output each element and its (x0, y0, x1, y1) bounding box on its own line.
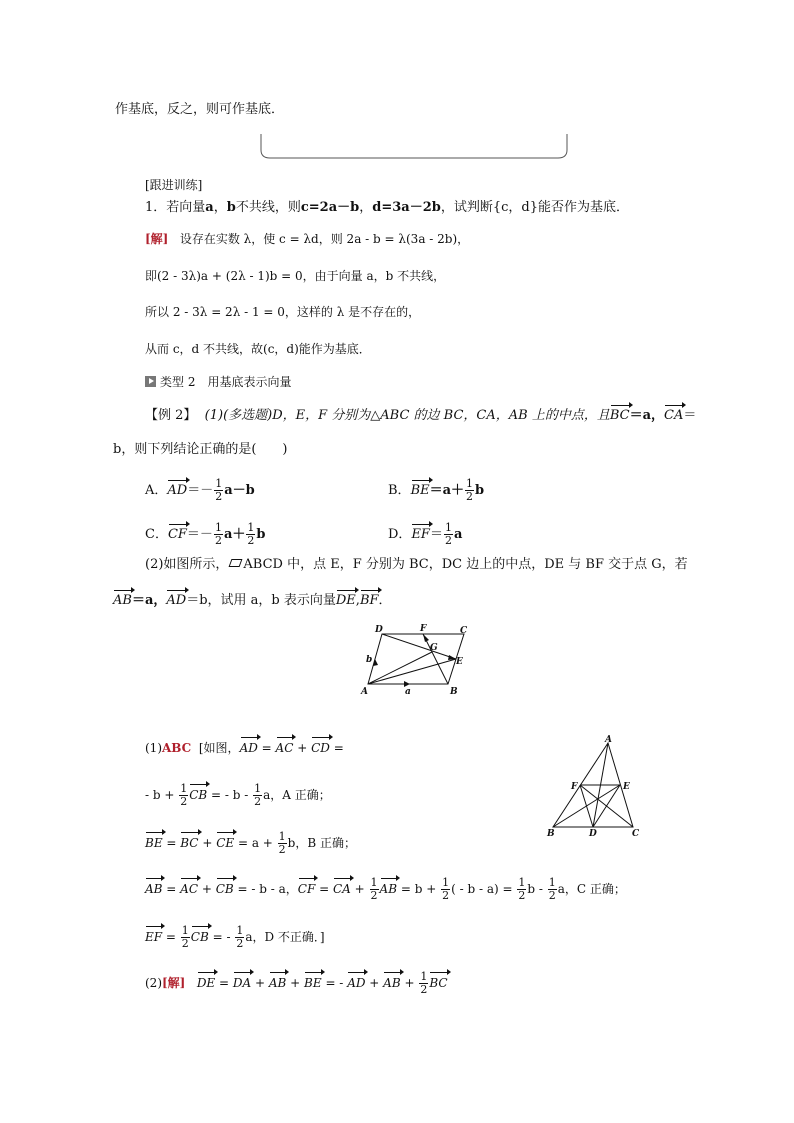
practice-question-1: 1．若向量a，b不共线，则c=2a－b，d=3a－2b，试判断{c，d}能否作为基底． (145, 200, 629, 215)
label-D: D (375, 625, 383, 635)
option-d[interactable]: D．EF＝ $\frac{1}{2}$ a (388, 521, 463, 547)
example2-part2-line-2: AB＝a，AD＝b，试用 a，b 表示向量DE,BF． (113, 593, 392, 608)
play-tag-icon (145, 376, 156, 387)
triangle-figure (543, 735, 643, 841)
answer-line-1: (1)ABC [如图，AD = AC + CD = (145, 741, 344, 755)
solution-line-3: 所以 2 - 3λ = 2λ - 1 = 0，这样的 λ 是不存在的， (145, 305, 421, 319)
option-b[interactable]: B．BE＝a＋ $\frac{1}{2}$ b (388, 477, 485, 503)
summary-box-bottom (258, 132, 570, 162)
solution-line-2: 即(2 - 3λ)a + (2λ - 1)b = 0，由于向量 a，b 不共线， (145, 269, 446, 283)
solution-line-1: [解] 设存在实数 λ，使 c = λd，则 2a - b = λ(3a - 2b)， (145, 232, 470, 246)
tri-label-B: B (547, 829, 555, 839)
option-a[interactable]: A．AD＝－ $\frac{1}{2}$ a－b (145, 477, 255, 503)
example2-line-1: 【例 2】 (1)(多选题)D，E，F 分别为△ABC 的边 BC，CA，AB 上的中点，且BC＝a，CA＝ (145, 408, 697, 423)
label-B: B (450, 687, 458, 696)
intro-tail: 作基底，反之，则可作基底． (115, 102, 285, 117)
tri-label-F: F (571, 782, 578, 792)
example2-part2-line-1: (2)如图所示， ABCD 中，点 E，F 分别为 BC，DC 边上的中点，DE 与 BF 交于点 G，若 (145, 557, 688, 572)
type2-heading: 类型 2 用基底表示向量 (145, 373, 291, 391)
tri-label-E: E (623, 782, 630, 792)
tri-label-A: A (605, 735, 612, 745)
tri-label-D: D (589, 829, 597, 839)
answer-line-3: BE = BC + CE = a + $\frac{1}{2}$ b，B 正确； (145, 830, 356, 856)
label-A: A (361, 687, 368, 696)
label-E: E (456, 657, 463, 667)
option-c[interactable]: C．CF＝－ $\frac{1}{2}$ a＋ $\frac{1}{2}$ b (145, 521, 266, 547)
label-G: G (430, 643, 438, 653)
parallelogram-figure (360, 622, 472, 696)
label-C: C (460, 626, 468, 636)
label-F: F (420, 624, 427, 634)
solution-line-4: 从而 c，d 不共线，故(c，d)能作为基底． (145, 342, 371, 356)
answer-line-2: - b + $\frac{1}{2}$ CB = - b - $\frac{1}{2}$ a，A 正确； (145, 782, 331, 808)
parallelogram-icon (229, 559, 243, 567)
answer-line-5: EF = $\frac{1}{2}$ CB = - $\frac{1}{2}$ a，D 不正确．] (145, 924, 325, 950)
answer-part2-line: (2)[解] DE = DA + AB + BE = - AD + AB + $\frac{1}{2}$ BC (145, 970, 448, 996)
tri-label-C: C (632, 829, 640, 839)
label-a: a (405, 687, 411, 696)
practice-title: [跟进训练] (145, 178, 203, 192)
answer-line-4: AB = AC + CB = - b - a，CF = CA + $\frac{1}{2}$ AB = b + $\frac{1}{2}$ ( - b - a) = $\frac{1}{2}$ b - $\frac{1}{2}$ a，C 正确； (145, 876, 626, 902)
example2-line-2: b，则下列结论正确的是( ) (113, 442, 288, 457)
label-b: b (366, 655, 373, 665)
